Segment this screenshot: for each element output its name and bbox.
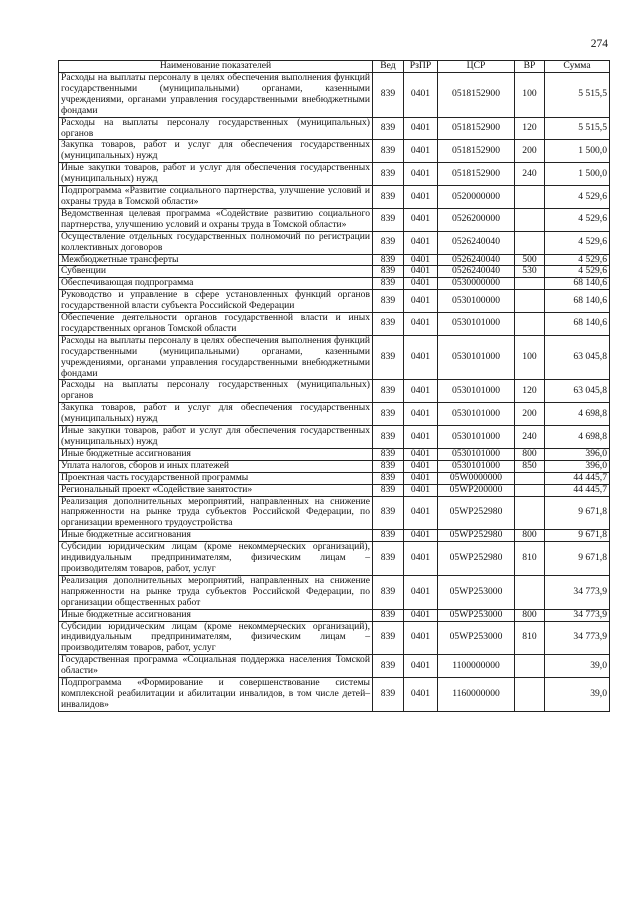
cell-rzpr: 0401 [404,117,438,140]
table-row [59,484,610,496]
cell-csr: 0526240040 [438,231,515,254]
table-row [59,380,610,403]
cell-name: Государственная программа «Социальная поддержка населения Томской области» [59,655,373,678]
table-row [59,313,610,336]
cell-rzpr: 0401 [404,621,438,655]
cell-name: Уплата налогов, сборов и иных платежей [59,460,373,472]
cell-rzpr: 0401 [404,254,438,266]
cell-sum: 34 773,9 [545,575,610,609]
cell-rzpr: 0401 [404,73,438,118]
cell-ved: 839 [373,542,404,576]
cell-vr [515,678,545,712]
cell-ved: 839 [373,73,404,118]
table-row [59,403,610,426]
header-csr: ЦСР [438,61,515,73]
cell-ved: 839 [373,140,404,163]
cell-csr: 05WP253000 [438,621,515,655]
cell-ved: 839 [373,186,404,209]
cell-vr [515,484,545,496]
cell-vr [515,472,545,484]
table-row [59,266,610,278]
cell-sum: 1 500,0 [545,140,610,163]
cell-rzpr: 0401 [404,380,438,403]
cell-vr: 100 [515,335,545,380]
cell-vr: 800 [515,530,545,542]
cell-rzpr: 0401 [404,266,438,278]
cell-name: Осуществление отдельных государственных полномочий по регистрации коллективных договоров [59,231,373,254]
cell-name: Проектная часть государственной программы [59,472,373,484]
cell-ved: 839 [373,290,404,313]
cell-name: Субвенции [59,266,373,278]
cell-rzpr: 0401 [404,678,438,712]
cell-ved: 839 [373,403,404,426]
cell-sum: 39,0 [545,655,610,678]
cell-name: Реализация дополнительных мероприятий, направленных на снижение напряженности на рынке труда субъектов Российской Федерации, по организации общественных работ [59,575,373,609]
cell-rzpr: 0401 [404,655,438,678]
cell-name: Межбюджетные трансферты [59,254,373,266]
cell-name: Расходы на выплаты персоналу государственных (муниципальных) органов [59,380,373,403]
cell-csr: 05WP252980 [438,530,515,542]
cell-csr: 0530101000 [438,403,515,426]
cell-name: Руководство и управление в сфере установленных функций органов государственной власти субъекта Российской Федерации [59,290,373,313]
cell-vr: 800 [515,609,545,621]
cell-ved: 839 [373,278,404,290]
cell-rzpr: 0401 [404,163,438,186]
cell-sum: 5 515,5 [545,117,610,140]
cell-sum: 9 671,8 [545,530,610,542]
cell-ved: 839 [373,335,404,380]
cell-csr: 0526200000 [438,208,515,231]
cell-sum: 396,0 [545,448,610,460]
table-row [59,530,610,542]
cell-csr: 0518152900 [438,163,515,186]
cell-ved: 839 [373,231,404,254]
table-row [59,208,610,231]
table-row [59,140,610,163]
cell-name: Ведомственная целевая программа «Содействие развитию социального партнерства, улучшению условий и охраны труда в Томской области» [59,208,373,231]
cell-ved: 839 [373,380,404,403]
cell-csr: 0530101000 [438,460,515,472]
cell-rzpr: 0401 [404,530,438,542]
cell-vr [515,575,545,609]
cell-rzpr: 0401 [404,290,438,313]
header-name: Наименование показателей [59,61,373,73]
cell-csr: 0530101000 [438,313,515,336]
cell-sum: 4 529,6 [545,231,610,254]
cell-ved: 839 [373,313,404,336]
page-number: 274 [590,38,608,50]
cell-sum: 44 445,7 [545,484,610,496]
cell-name: Обеспечение деятельности органов государственной власти и иных государственных органов Томской области [59,313,373,336]
cell-rzpr: 0401 [404,575,438,609]
cell-sum: 4 529,6 [545,266,610,278]
cell-name: Иные закупки товаров, работ и услуг для обеспечения государственных (муниципальных) нужд [59,163,373,186]
table-row [59,117,610,140]
cell-sum: 68 140,6 [545,278,610,290]
cell-csr: 1100000000 [438,655,515,678]
cell-ved: 839 [373,575,404,609]
cell-rzpr: 0401 [404,335,438,380]
cell-csr: 05WP252980 [438,496,515,530]
cell-ved: 839 [373,484,404,496]
table-row [59,678,610,712]
cell-name: Иные бюджетные ассигнования [59,530,373,542]
cell-vr: 800 [515,448,545,460]
table-row [59,278,610,290]
cell-name: Расходы на выплаты персоналу в целях обеспечения выполнения функций государственными (муниципальными) органами, казенными учреждениями, органами управления государственными внебюджетными фондами [59,335,373,380]
cell-sum: 34 773,9 [545,621,610,655]
table-row [59,254,610,266]
header-rzpr: РзПР [404,61,438,73]
cell-rzpr: 0401 [404,208,438,231]
cell-rzpr: 0401 [404,472,438,484]
cell-rzpr: 0401 [404,448,438,460]
cell-vr: 850 [515,460,545,472]
cell-rzpr: 0401 [404,609,438,621]
cell-csr: 0520000000 [438,186,515,209]
cell-vr [515,208,545,231]
table-header-row [59,61,610,73]
cell-vr: 240 [515,426,545,449]
cell-vr [515,496,545,530]
cell-csr: 0526240040 [438,254,515,266]
cell-name: Региональный проект «Содействие занятости» [59,484,373,496]
cell-csr: 0530000000 [438,278,515,290]
cell-vr: 200 [515,403,545,426]
cell-vr: 120 [515,380,545,403]
cell-ved: 839 [373,621,404,655]
cell-vr: 500 [515,254,545,266]
cell-ved: 839 [373,472,404,484]
cell-sum: 5 515,5 [545,73,610,118]
cell-sum: 396,0 [545,460,610,472]
cell-vr: 120 [515,117,545,140]
cell-vr: 200 [515,140,545,163]
cell-sum: 44 445,7 [545,472,610,484]
cell-csr: 0518152900 [438,117,515,140]
table-row [59,542,610,576]
cell-name: Закупка товаров, работ и услуг для обеспечения государственных (муниципальных) нужд [59,140,373,163]
table-row [59,460,610,472]
cell-csr: 0530100000 [438,290,515,313]
cell-rzpr: 0401 [404,484,438,496]
cell-vr [515,313,545,336]
cell-sum: 1 500,0 [545,163,610,186]
cell-rzpr: 0401 [404,231,438,254]
cell-name: Субсидии юридическим лицам (кроме некоммерческих организаций), индивидуальным предпринимателям, физическим лицам – производителям товаров, работ, услуг [59,621,373,655]
header-vr: ВР [515,61,545,73]
table-row [59,575,610,609]
cell-ved: 839 [373,460,404,472]
cell-name: Расходы на выплаты персоналу в целях обеспечения выполнения функций государственными (муниципальными) органами, казенными учреждениями, органами управления государственными внебюджетными фондами [59,73,373,118]
cell-ved: 839 [373,655,404,678]
cell-sum: 39,0 [545,678,610,712]
cell-sum: 34 773,9 [545,609,610,621]
cell-vr [515,290,545,313]
cell-sum: 4 529,6 [545,208,610,231]
cell-csr: 05WP252980 [438,542,515,576]
table-row [59,335,610,380]
table-row [59,609,610,621]
cell-rzpr: 0401 [404,186,438,209]
cell-csr: 05W0000000 [438,472,515,484]
cell-csr: 0518152900 [438,140,515,163]
cell-vr: 810 [515,621,545,655]
cell-name: Субсидии юридическим лицам (кроме некоммерческих организаций), индивидуальным предпринимателям, физическим лицам – производителям товаров, работ, услуг [59,542,373,576]
cell-vr [515,655,545,678]
cell-csr: 05WP200000 [438,484,515,496]
cell-sum: 4 698,8 [545,403,610,426]
cell-csr: 0526240040 [438,266,515,278]
cell-name: Иные бюджетные ассигнования [59,448,373,460]
cell-ved: 839 [373,163,404,186]
cell-vr: 240 [515,163,545,186]
cell-name: Иные закупки товаров, работ и услуг для обеспечения государственных (муниципальных) нужд [59,426,373,449]
cell-rzpr: 0401 [404,496,438,530]
table-row [59,231,610,254]
cell-ved: 839 [373,426,404,449]
cell-name: Обеспечивающая подпрограмма [59,278,373,290]
cell-name: Реализация дополнительных мероприятий, направленных на снижение напряженности на рынке труда субъектов Российской Федерации, по организации временного трудоустройства [59,496,373,530]
table-row [59,163,610,186]
table-row [59,290,610,313]
header-sum: Сумма [545,61,610,73]
cell-csr: 0530101000 [438,380,515,403]
cell-name: Закупка товаров, работ и услуг для обеспечения государственных (муниципальных) нужд [59,403,373,426]
cell-sum: 4 529,6 [545,186,610,209]
cell-sum: 68 140,6 [545,313,610,336]
cell-csr: 05WP253000 [438,609,515,621]
cell-ved: 839 [373,609,404,621]
cell-ved: 839 [373,678,404,712]
table-row [59,73,610,118]
cell-csr: 0530101000 [438,335,515,380]
cell-ved: 839 [373,208,404,231]
table-row [59,448,610,460]
cell-vr: 100 [515,73,545,118]
table-row [59,621,610,655]
cell-sum: 4 529,6 [545,254,610,266]
cell-vr: 530 [515,266,545,278]
cell-rzpr: 0401 [404,140,438,163]
cell-csr: 05WP253000 [438,575,515,609]
cell-rzpr: 0401 [404,460,438,472]
cell-vr [515,186,545,209]
cell-ved: 839 [373,448,404,460]
table-row [59,472,610,484]
cell-name: Подпрограмма «Развитие социального партнерства, улучшение условий и охраны труда в Томской области» [59,186,373,209]
cell-sum: 9 671,8 [545,496,610,530]
cell-vr: 810 [515,542,545,576]
cell-ved: 839 [373,530,404,542]
cell-sum: 9 671,8 [545,542,610,576]
cell-name: Подпрограмма «Формирование и совершенствование системы комплексной реабилитации и абилитации инвалидов, в том числе детей–инвалидов» [59,678,373,712]
cell-vr [515,278,545,290]
cell-csr: 0530101000 [438,426,515,449]
budget-table [58,60,610,712]
cell-csr: 1160000000 [438,678,515,712]
cell-ved: 839 [373,254,404,266]
cell-rzpr: 0401 [404,313,438,336]
cell-name: Расходы на выплаты персоналу государственных (муниципальных) органов [59,117,373,140]
table-row [59,426,610,449]
cell-rzpr: 0401 [404,278,438,290]
cell-ved: 839 [373,496,404,530]
cell-ved: 839 [373,266,404,278]
cell-name: Иные бюджетные ассигнования [59,609,373,621]
cell-rzpr: 0401 [404,542,438,576]
cell-sum: 68 140,6 [545,290,610,313]
table-row [59,496,610,530]
cell-rzpr: 0401 [404,426,438,449]
cell-csr: 0530101000 [438,448,515,460]
cell-vr [515,231,545,254]
table-row [59,655,610,678]
cell-sum: 63 045,8 [545,335,610,380]
cell-ved: 839 [373,117,404,140]
cell-csr: 0518152900 [438,73,515,118]
cell-rzpr: 0401 [404,403,438,426]
cell-sum: 4 698,8 [545,426,610,449]
table-row [59,186,610,209]
cell-sum: 63 045,8 [545,380,610,403]
header-ved: Вед [373,61,404,73]
